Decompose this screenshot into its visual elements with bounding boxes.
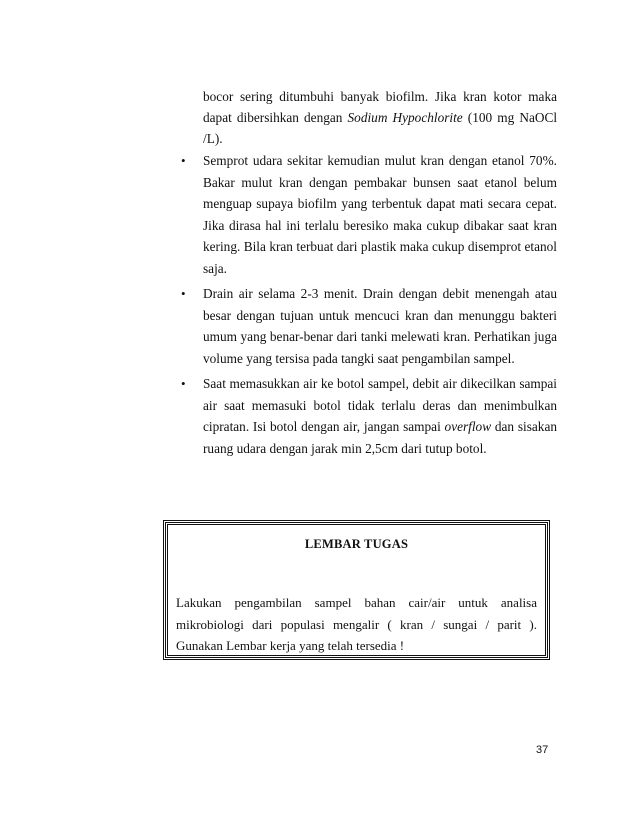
bullet-item — [172, 150, 557, 279]
bullet-text-part: dan sisakan ruang udara dengan jarak min 2,5cm dari tutup botol. — [203, 419, 557, 456]
bullet-icon: • — [181, 286, 186, 301]
bullet-item — [172, 283, 557, 369]
bullet-item — [172, 373, 557, 459]
bullet-text: Drain air selama 2-3 menit. Drain dengan debit menengah atau besar dengan tujuan untuk mencuci kran dan menunggu bakteri umum yang benar-benar dari tanki melewati kran. Perhatikan juga volume yang tersisa pada tangki saat pengambilan sampel. — [203, 286, 557, 366]
bullet-italic-term: overflow — [444, 419, 492, 434]
continuation-paragraph — [203, 86, 557, 149]
task-box-title: LEMBAR TUGAS — [304, 537, 409, 551]
bullet-icon: • — [181, 376, 186, 391]
page-number: 37 — [536, 744, 549, 756]
bullet-icon: • — [181, 153, 186, 168]
bullet-text-part: Saat memasukkan air ke botol sampel, debit air dikecilkan sampai air saat memasuki botol tidak terlalu deras dan menimbulkan cipratan. Isi botol dengan air, jangan sampai — [203, 376, 557, 434]
continuation-text-end: (100 mg NaOCl /L). — [203, 110, 558, 146]
bullet-text — [203, 376, 557, 456]
bullet-text: Semprot udara sekitar kemudian mulut kran dengan etanol 70%. Bakar mulut kran dengan pembakar bunsen saat etanol belum menguap supaya biofilm yang terbentuk dapat mati secara cepat. Jika dirasa hal ini terlalu beresiko maka cukup dibakar saat kran kering. Bila kran terbuat dari plastik maka cukup disemprot etanol saja. — [203, 153, 557, 276]
continuation-text: bocor sering ditumbuhi banyak biofilm. Jika kran kotor maka dapat dibersihkan dengan — [203, 89, 557, 125]
task-box — [163, 520, 550, 660]
continuation-italic-term: Sodium Hypochlorite — [347, 110, 463, 125]
bullet-list — [172, 150, 557, 463]
task-box-text: Lakukan pengambilan sampel bahan cair/air untuk analisa mikrobiologi dari populasi mengalir ( kran / sungai / parit ). Gunakan Lembar kerja yang telah tersedia ! — [176, 595, 537, 653]
